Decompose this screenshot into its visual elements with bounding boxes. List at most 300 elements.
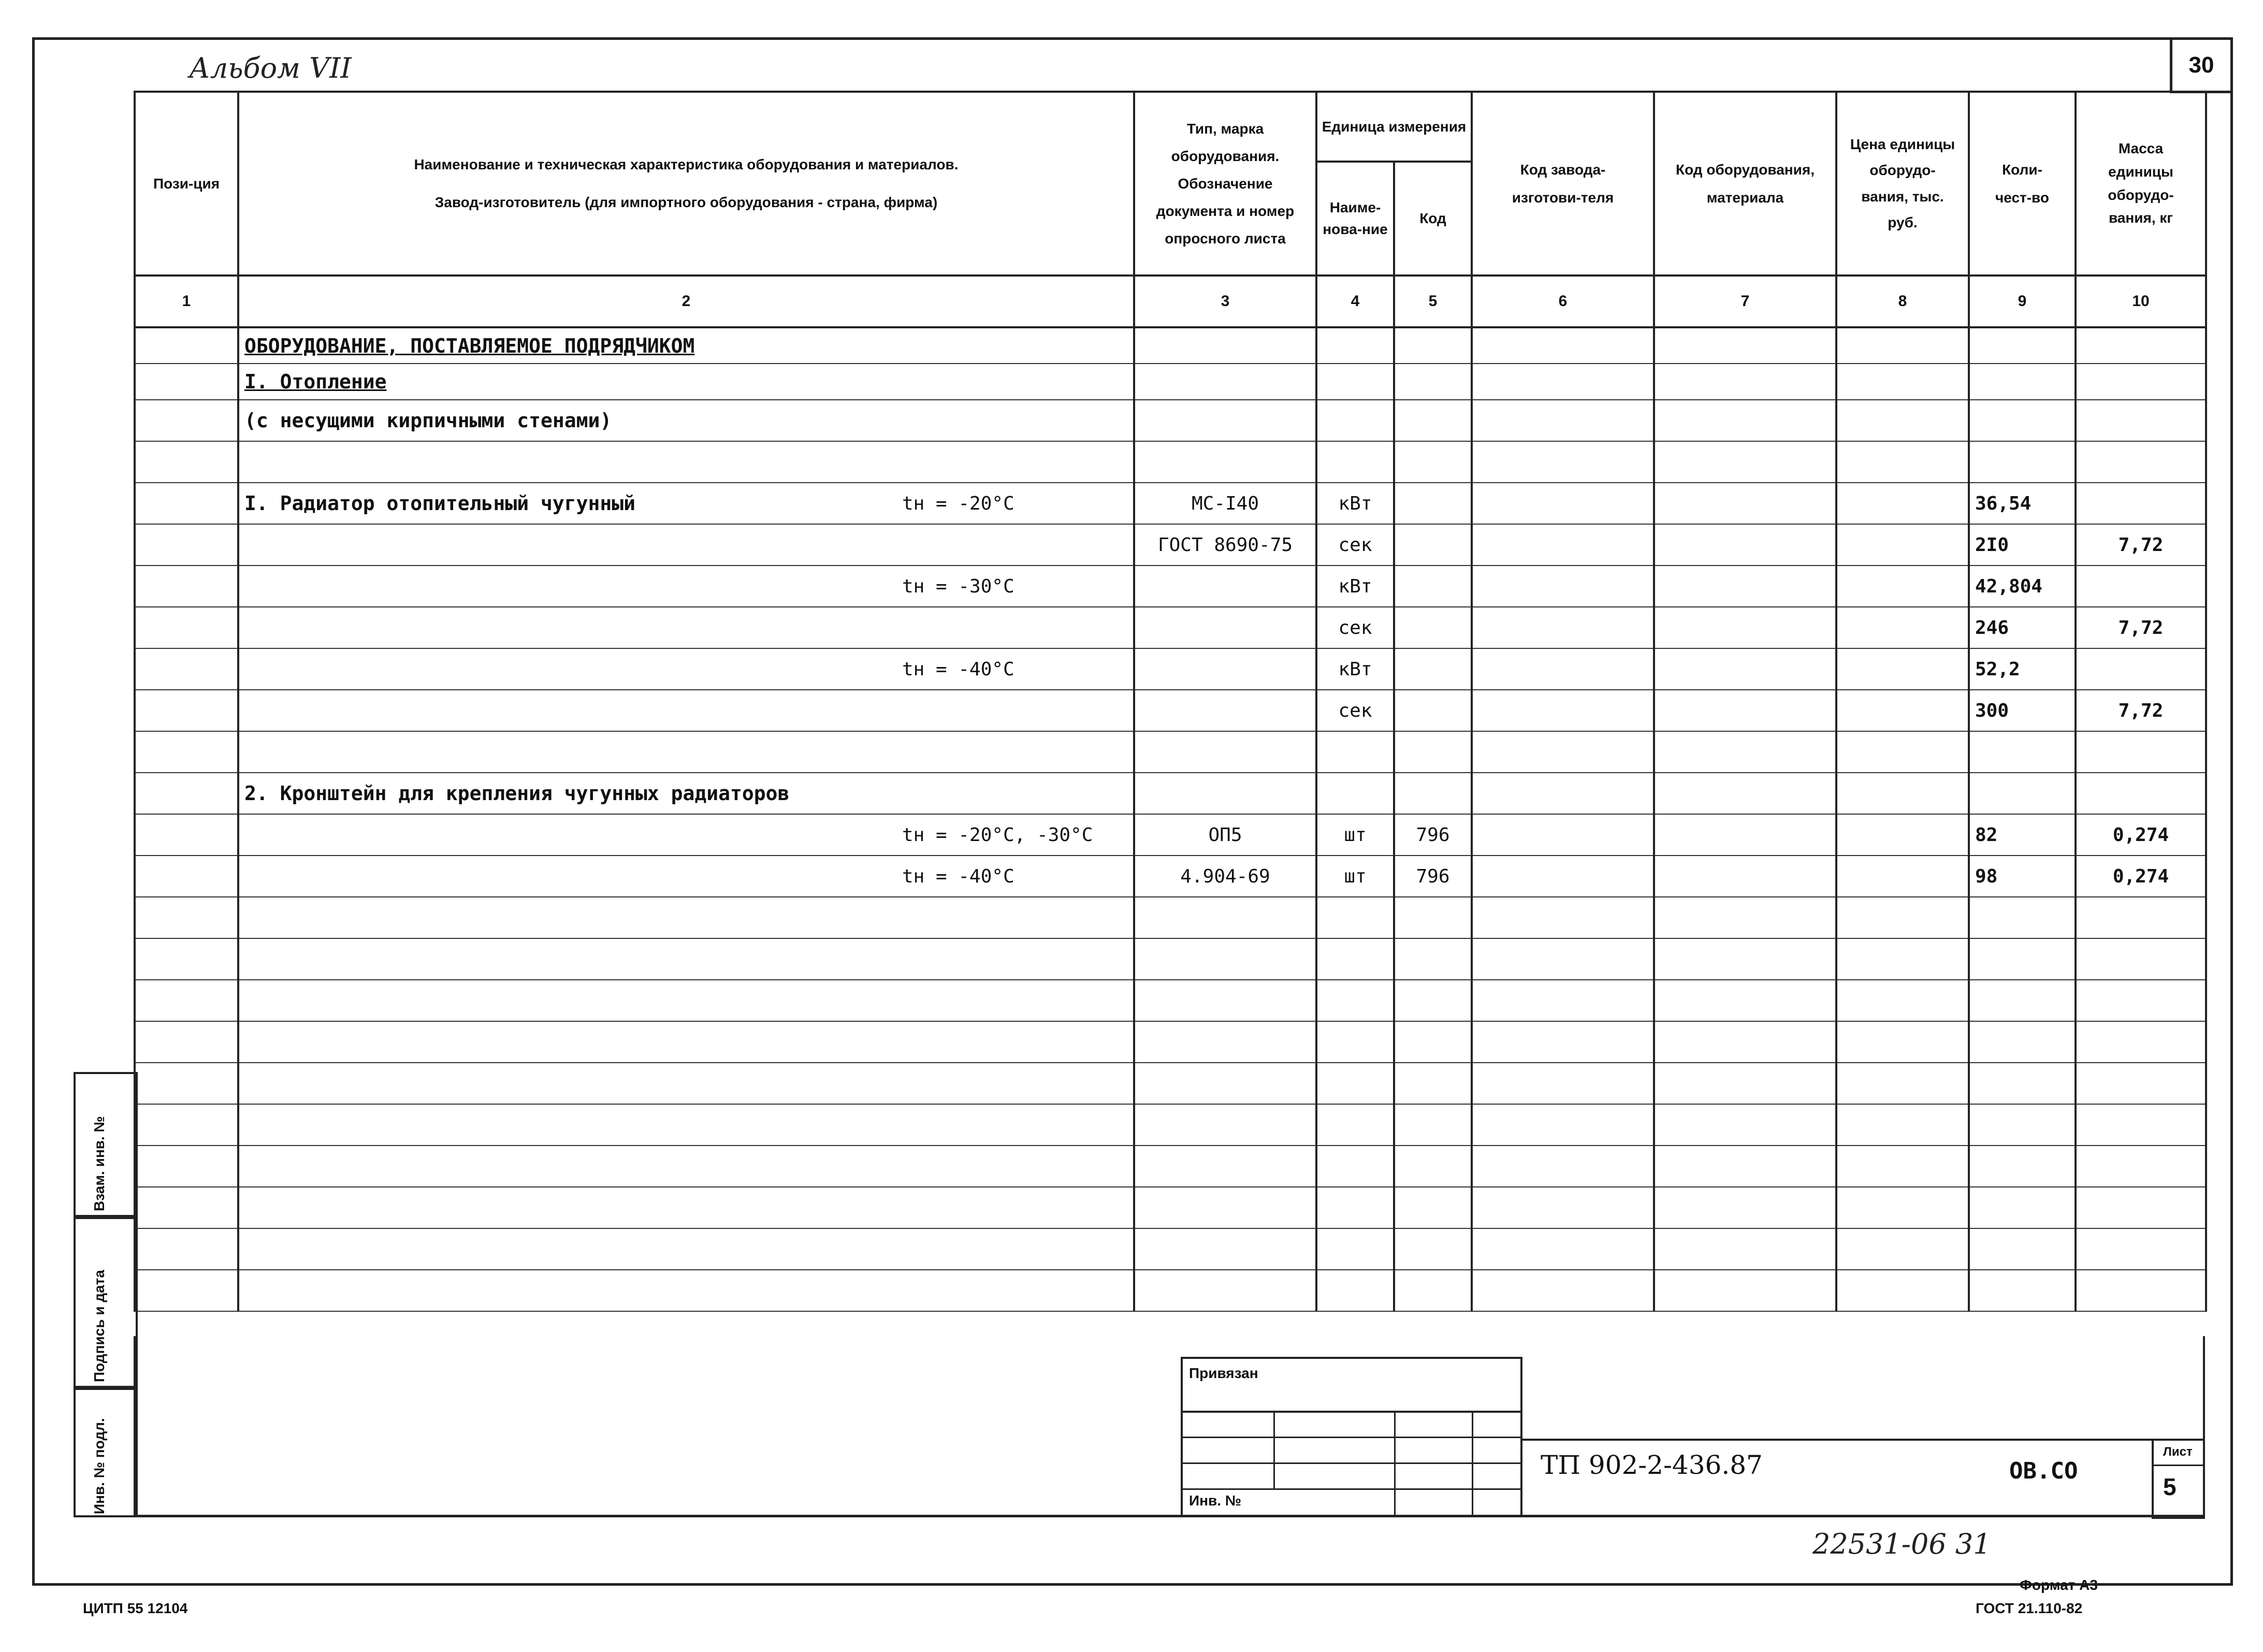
cell-qty — [1969, 1270, 2076, 1311]
cell-f7 — [1654, 731, 1836, 773]
unit-code: 796 — [1416, 865, 1450, 887]
temperature-label: tн = -20°C — [902, 492, 1014, 514]
col-number-7: 7 — [1654, 276, 1836, 327]
cell-qty — [1969, 856, 2076, 897]
cell-name — [238, 1187, 1134, 1228]
header-factory-code: Код завода-изготови-теля — [1472, 92, 1654, 276]
cell-code — [1394, 690, 1472, 731]
cell-type — [1134, 856, 1316, 897]
cell-name — [238, 773, 1134, 814]
table-row — [135, 364, 2206, 400]
cell-f7 — [1654, 327, 1836, 364]
cell-pos — [135, 980, 238, 1021]
quantity: 300 — [1975, 700, 2009, 721]
quantity: 36,54 — [1975, 492, 2032, 514]
cell-qty — [1969, 400, 2076, 441]
cell-type — [1134, 897, 1316, 938]
cell-pos — [135, 731, 238, 773]
cell-f7 — [1654, 1270, 1836, 1311]
cell-mass — [2076, 566, 2206, 607]
cell-f7 — [1654, 400, 1836, 441]
table-row — [135, 980, 2206, 1021]
header-position: Пози-ция — [135, 92, 238, 276]
cell-pos — [135, 1228, 238, 1270]
table-row — [135, 773, 2206, 814]
unit-name: сек — [1338, 700, 1372, 721]
cell-type — [1134, 483, 1316, 524]
cell-f6 — [1472, 400, 1654, 441]
cell-unit — [1316, 1270, 1394, 1311]
cell-f8 — [1836, 1187, 1969, 1228]
section-title: ОБОРУДОВАНИЕ, ПОСТАВЛЯЕМОЕ ПОДРЯДЧИКОМ — [244, 334, 695, 357]
cell-qty — [1969, 1187, 2076, 1228]
quantity: 98 — [1975, 865, 1998, 887]
cell-f6 — [1472, 483, 1654, 524]
cell-mass — [2076, 938, 2206, 980]
cell-f8 — [1836, 1104, 1969, 1146]
header-mass: Масса единицы оборудо-вания, кг — [2076, 92, 2206, 276]
table-row — [135, 327, 2206, 364]
cell-unit — [1316, 690, 1394, 731]
subsection-title: I. Отопление — [244, 370, 387, 393]
unit-name: шт — [1344, 824, 1367, 846]
document-code: ТП 902-2-436.87 — [1541, 1450, 1763, 1480]
cell-qty — [1969, 483, 2076, 524]
cell-mass — [2076, 1146, 2206, 1187]
cell-qty — [1969, 1228, 2076, 1270]
side-box-podpis — [74, 1217, 138, 1388]
cell-f7 — [1654, 1021, 1836, 1063]
cell-type — [1134, 441, 1316, 483]
cell-name — [238, 524, 1134, 566]
cell-code — [1394, 1187, 1472, 1228]
cell-code — [1394, 648, 1472, 690]
cell-f6 — [1472, 1228, 1654, 1270]
cell-type — [1134, 938, 1316, 980]
cell-unit — [1316, 773, 1394, 814]
cell-mass — [2076, 897, 2206, 938]
side-label-podpis: Подпись и дата — [91, 1270, 107, 1382]
cell-name — [238, 1063, 1134, 1104]
cell-f7 — [1654, 938, 1836, 980]
cell-type — [1134, 1146, 1316, 1187]
cell-unit — [1316, 400, 1394, 441]
cell-f6 — [1472, 814, 1654, 856]
cell-f8 — [1836, 938, 1969, 980]
cell-f8 — [1836, 400, 1969, 441]
unit-mass: 0,274 — [2112, 824, 2169, 846]
cell-f6 — [1472, 897, 1654, 938]
cell-mass — [2076, 1104, 2206, 1146]
cell-name — [238, 648, 1134, 690]
cell-type — [1134, 980, 1316, 1021]
cell-f8 — [1836, 1270, 1969, 1311]
page-number-box — [2170, 37, 2233, 93]
equipment-type: МС-I40 — [1191, 492, 1259, 514]
cell-mass — [2076, 1021, 2206, 1063]
cell-unit — [1316, 1228, 1394, 1270]
cell-pos — [135, 1104, 238, 1146]
temperature-label: tн = -20°C, -30°C — [902, 824, 1093, 846]
cell-qty — [1969, 364, 2076, 400]
cell-mass — [2076, 980, 2206, 1021]
cell-type — [1134, 524, 1316, 566]
table-row — [135, 1146, 2206, 1187]
table-row — [135, 690, 2206, 731]
cell-pos — [135, 524, 238, 566]
cell-pos — [135, 364, 238, 400]
cell-pos — [135, 566, 238, 607]
cell-f7 — [1654, 648, 1836, 690]
cell-mass — [2076, 773, 2206, 814]
cell-code — [1394, 1104, 1472, 1146]
cell-code — [1394, 566, 1472, 607]
cell-type — [1134, 648, 1316, 690]
cell-type — [1134, 731, 1316, 773]
cell-pos — [135, 441, 238, 483]
unit-name: шт — [1344, 865, 1367, 887]
cell-name — [238, 327, 1134, 364]
cell-unit — [1316, 938, 1394, 980]
unit-name: кВт — [1338, 575, 1372, 597]
inv-number-label: Инв. № — [1189, 1492, 1242, 1509]
cell-f6 — [1472, 1021, 1654, 1063]
table-row — [135, 1270, 2206, 1311]
temperature-label: tн = -40°C — [902, 865, 1014, 887]
cell-unit — [1316, 1021, 1394, 1063]
cell-mass — [2076, 524, 2206, 566]
cell-code — [1394, 773, 1472, 814]
cell-f7 — [1654, 814, 1836, 856]
cell-code — [1394, 856, 1472, 897]
cell-f7 — [1654, 856, 1836, 897]
cell-code — [1394, 441, 1472, 483]
cell-mass — [2076, 364, 2206, 400]
stamp-title-line — [1522, 1439, 2205, 1441]
table-row — [135, 856, 2206, 897]
header-type: Тип, марка оборудования. Обозначение документа и номер опросного листа — [1134, 92, 1316, 276]
cell-code — [1394, 897, 1472, 938]
unit-mass: 7,72 — [2118, 617, 2164, 639]
cell-f7 — [1654, 897, 1836, 938]
cell-pos — [135, 1270, 238, 1311]
cell-pos — [135, 400, 238, 441]
cell-type — [1134, 327, 1316, 364]
table-row — [135, 648, 2206, 690]
cell-unit — [1316, 1146, 1394, 1187]
header-name-line2: Завод-изготовитель (для импортного оборудования - страна, фирма) — [434, 194, 938, 210]
gost-label: ГОСТ 21.110-82 — [1976, 1600, 2083, 1616]
item-name: 2. Кронштейн для крепления чугунных радиаторов — [244, 782, 790, 805]
cell-qty — [1969, 897, 2076, 938]
privyazan-block — [1181, 1357, 1522, 1517]
cell-f7 — [1654, 690, 1836, 731]
unit-mass: 0,274 — [2112, 865, 2169, 887]
cell-unit — [1316, 327, 1394, 364]
col-number-1: 1 — [135, 276, 238, 327]
cell-unit — [1316, 980, 1394, 1021]
col-number-9: 9 — [1969, 276, 2076, 327]
cell-mass — [2076, 1063, 2206, 1104]
cell-unit — [1316, 483, 1394, 524]
cell-name — [238, 483, 1134, 524]
cell-f6 — [1472, 690, 1654, 731]
cell-pos — [135, 773, 238, 814]
table-row — [135, 1021, 2206, 1063]
cell-name — [238, 441, 1134, 483]
cell-type — [1134, 1228, 1316, 1270]
specification-table — [134, 91, 2207, 1312]
table-row — [135, 524, 2206, 566]
cell-qty — [1969, 1021, 2076, 1063]
table-row — [135, 400, 2206, 441]
cell-f8 — [1836, 607, 1969, 648]
cell-qty — [1969, 648, 2076, 690]
publisher-label: ЦИТП 55 12104 — [83, 1600, 188, 1616]
cell-pos — [135, 1146, 238, 1187]
album-label: Альбом VII — [189, 52, 352, 84]
cell-pos — [135, 814, 238, 856]
unit-name: сек — [1338, 534, 1372, 556]
table-row — [135, 441, 2206, 483]
cell-f7 — [1654, 1187, 1836, 1228]
cell-name — [238, 731, 1134, 773]
cell-f8 — [1836, 483, 1969, 524]
quantity: 42,804 — [1975, 575, 2043, 597]
cell-code — [1394, 1063, 1472, 1104]
cell-f6 — [1472, 980, 1654, 1021]
cell-unit — [1316, 364, 1394, 400]
header-unit-group: Единица измерения — [1316, 92, 1472, 162]
cell-qty — [1969, 731, 2076, 773]
unit-name: кВт — [1338, 492, 1372, 514]
cell-f8 — [1836, 566, 1969, 607]
cell-f7 — [1654, 441, 1836, 483]
cell-name — [238, 1104, 1134, 1146]
cell-f8 — [1836, 1063, 1969, 1104]
cell-pos — [135, 327, 238, 364]
cell-f6 — [1472, 1187, 1654, 1228]
cell-f6 — [1472, 566, 1654, 607]
cell-code — [1394, 483, 1472, 524]
table-row — [135, 938, 2206, 980]
item-name: I. Радиатор отопительный чугунный — [244, 492, 635, 515]
cell-f7 — [1654, 364, 1836, 400]
header-name — [238, 92, 1134, 276]
quantity: 52,2 — [1975, 658, 2020, 680]
cell-name — [238, 814, 1134, 856]
cell-f8 — [1836, 814, 1969, 856]
cell-f8 — [1836, 980, 1969, 1021]
cell-f6 — [1472, 731, 1654, 773]
cell-code — [1394, 607, 1472, 648]
cell-name — [238, 400, 1134, 441]
cell-type — [1134, 1021, 1316, 1063]
cell-code — [1394, 1228, 1472, 1270]
table-row — [135, 566, 2206, 607]
cell-type — [1134, 400, 1316, 441]
col-number-3: 3 — [1134, 276, 1316, 327]
col-number-6: 6 — [1472, 276, 1654, 327]
cell-pos — [135, 483, 238, 524]
page-number: 30 — [2188, 52, 2214, 78]
cell-code — [1394, 1021, 1472, 1063]
cell-code — [1394, 1146, 1472, 1187]
cell-qty — [1969, 1104, 2076, 1146]
cell-f6 — [1472, 938, 1654, 980]
archive-number: 22531-06 31 — [1812, 1528, 1991, 1560]
cell-name — [238, 607, 1134, 648]
cell-type — [1134, 1104, 1316, 1146]
cell-mass — [2076, 1228, 2206, 1270]
cell-mass — [2076, 856, 2206, 897]
cell-mass — [2076, 1270, 2206, 1311]
cell-unit — [1316, 814, 1394, 856]
cell-pos — [135, 648, 238, 690]
cell-code — [1394, 524, 1472, 566]
cell-qty — [1969, 327, 2076, 364]
cell-unit — [1316, 566, 1394, 607]
col-number-2: 2 — [238, 276, 1134, 327]
header-equipment-code: Код оборудования, материала — [1654, 92, 1836, 276]
cell-f8 — [1836, 773, 1969, 814]
cell-code — [1394, 814, 1472, 856]
cell-name — [238, 1021, 1134, 1063]
cell-qty — [1969, 441, 2076, 483]
cell-mass — [2076, 690, 2206, 731]
sheet-box — [2152, 1439, 2205, 1519]
quantity: 246 — [1975, 617, 2009, 639]
cell-f8 — [1836, 1228, 1969, 1270]
cell-unit — [1316, 897, 1394, 938]
cell-qty — [1969, 690, 2076, 731]
cell-mass — [2076, 814, 2206, 856]
cell-unit — [1316, 856, 1394, 897]
cell-f8 — [1836, 731, 1969, 773]
temperature-label: tн = -30°C — [902, 575, 1014, 597]
header-price: Цена единицы оборудо-вания, тыс. руб. — [1836, 92, 1969, 276]
cell-pos — [135, 1021, 238, 1063]
table-row — [135, 897, 2206, 938]
col-number-10: 10 — [2076, 276, 2206, 327]
table-row — [135, 1228, 2206, 1270]
cell-name — [238, 690, 1134, 731]
cell-code — [1394, 400, 1472, 441]
cell-f6 — [1472, 607, 1654, 648]
side-label-inv: Инв. № подл. — [91, 1418, 107, 1514]
cell-type — [1134, 566, 1316, 607]
cell-unit — [1316, 648, 1394, 690]
cell-f7 — [1654, 566, 1836, 607]
table-row — [135, 814, 2206, 856]
sheet-label: Лист — [2163, 1445, 2193, 1459]
cell-f8 — [1836, 897, 1969, 938]
cell-f7 — [1654, 1063, 1836, 1104]
cell-type — [1134, 1063, 1316, 1104]
cell-mass — [2076, 483, 2206, 524]
cell-mass — [2076, 648, 2206, 690]
cell-pos — [135, 856, 238, 897]
cell-type — [1134, 814, 1316, 856]
cell-name — [238, 566, 1134, 607]
cell-name — [238, 1270, 1134, 1311]
cell-qty — [1969, 773, 2076, 814]
cell-type — [1134, 1270, 1316, 1311]
sheet-number: 5 — [2163, 1473, 2177, 1500]
cell-unit — [1316, 441, 1394, 483]
cell-name — [238, 1146, 1134, 1187]
cell-qty — [1969, 980, 2076, 1021]
cell-f7 — [1654, 1228, 1836, 1270]
unit-mass: 7,72 — [2118, 534, 2164, 556]
cell-code — [1394, 731, 1472, 773]
cell-mass — [2076, 327, 2206, 364]
equipment-type: ОП5 — [1208, 824, 1242, 846]
cell-f8 — [1836, 524, 1969, 566]
cell-type — [1134, 607, 1316, 648]
cell-unit — [1316, 1187, 1394, 1228]
cell-type — [1134, 690, 1316, 731]
cell-unit — [1316, 1063, 1394, 1104]
cell-f7 — [1654, 773, 1836, 814]
table-row — [135, 483, 2206, 524]
cell-f7 — [1654, 483, 1836, 524]
header-unit-name: Наиме-нова-ние — [1316, 162, 1394, 276]
cell-pos — [135, 1063, 238, 1104]
quantity: 82 — [1975, 824, 1998, 846]
col-number-4: 4 — [1316, 276, 1394, 327]
cell-qty — [1969, 938, 2076, 980]
header-name-line1: Наименование и техническая характеристика оборудования и материалов. — [414, 156, 959, 172]
unit-code: 796 — [1416, 824, 1450, 846]
cell-qty — [1969, 566, 2076, 607]
cell-code — [1394, 938, 1472, 980]
table-row — [135, 731, 2206, 773]
cell-f6 — [1472, 1146, 1654, 1187]
cell-f6 — [1472, 364, 1654, 400]
cell-f6 — [1472, 648, 1654, 690]
cell-pos — [135, 1187, 238, 1228]
cell-code — [1394, 327, 1472, 364]
equipment-type: ГОСТ 8690-75 — [1157, 534, 1293, 556]
cell-mass — [2076, 1187, 2206, 1228]
cell-type — [1134, 773, 1316, 814]
bottom-region — [134, 1336, 2205, 1517]
cell-f7 — [1654, 980, 1836, 1021]
cell-pos — [135, 690, 238, 731]
cell-f7 — [1654, 524, 1836, 566]
cell-f6 — [1472, 856, 1654, 897]
cell-f6 — [1472, 327, 1654, 364]
format-label: Формат А3 — [2020, 1577, 2098, 1593]
cell-f6 — [1472, 1104, 1654, 1146]
cell-unit — [1316, 731, 1394, 773]
cell-code — [1394, 1270, 1472, 1311]
cell-mass — [2076, 731, 2206, 773]
cell-f7 — [1654, 607, 1836, 648]
table-row — [135, 1187, 2206, 1228]
privyazan-label: Привязан — [1189, 1365, 1258, 1381]
cell-type — [1134, 1187, 1316, 1228]
cell-name — [238, 980, 1134, 1021]
cell-qty — [1969, 607, 2076, 648]
cell-name — [238, 364, 1134, 400]
cell-f7 — [1654, 1104, 1836, 1146]
cell-unit — [1316, 1104, 1394, 1146]
cell-f6 — [1472, 773, 1654, 814]
cell-name — [238, 897, 1134, 938]
temperature-label: tн = -40°C — [902, 658, 1014, 680]
